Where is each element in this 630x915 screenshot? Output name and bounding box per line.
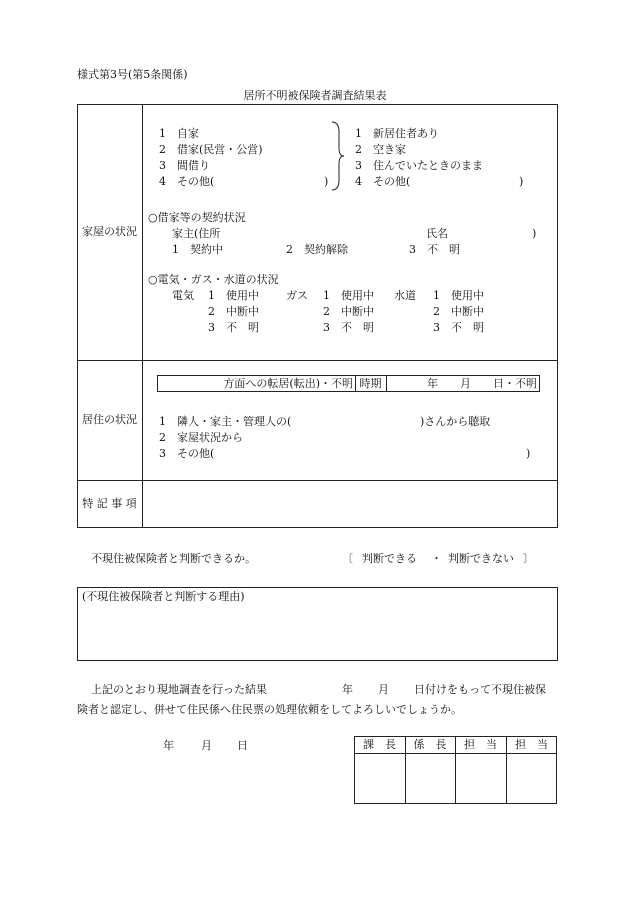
approval-stamp-cell[interactable] xyxy=(405,753,455,804)
occupancy-other-close: ) xyxy=(519,175,524,188)
date-month: 月 xyxy=(201,739,212,752)
reason-label: (不現住被保険者と判断する理由) xyxy=(82,590,245,603)
electric-option[interactable]: 3 不 明 xyxy=(208,321,259,334)
electric-label: 電気 xyxy=(172,289,194,302)
judgment-separator: ・ xyxy=(431,552,442,565)
landlord-close: ) xyxy=(532,227,537,240)
approval-header-section-chief: 課 長 xyxy=(363,737,396,751)
contract-heading: ○借家等の契約状況 xyxy=(148,211,246,224)
approval-stamp-cell[interactable] xyxy=(455,753,506,804)
house-type-option[interactable]: 1 自家 xyxy=(159,127,199,140)
house-status-label: 家屋の状況 xyxy=(82,225,137,239)
judgment-question: 不現住被保険者と判断できるか。 xyxy=(91,552,256,565)
approval-stamp-cell[interactable] xyxy=(354,753,405,804)
residence-option-suffix: )さんから聴取 xyxy=(420,415,491,428)
judgment-bracket-open: 〔 xyxy=(342,552,353,565)
statement-line1: 上記のとおり現地調査を行った結果 xyxy=(91,683,267,696)
contract-option[interactable]: 3 不 明 xyxy=(409,243,460,256)
statement-month: 月 xyxy=(378,683,389,696)
residence-option[interactable]: 1 隣人・家主・管理人の( xyxy=(159,415,292,428)
date-year: 年 xyxy=(163,739,174,752)
move-destination-field[interactable]: 方面への転居(転出)・不明 xyxy=(223,376,353,390)
notes-label: 特 記 事 項 xyxy=(82,497,137,511)
house-type-option[interactable]: 4 その他( xyxy=(159,175,215,188)
label-column-divider xyxy=(142,104,143,528)
house-type-option[interactable]: 3 間借り xyxy=(159,159,210,172)
landlord-address-label: 家主(住所 xyxy=(172,227,221,240)
landlord-name-label: 氏名 xyxy=(426,227,448,240)
occupancy-option[interactable]: 4 その他( xyxy=(355,175,411,188)
judgment-yes-option[interactable]: 判断できる xyxy=(362,552,417,565)
survey-table xyxy=(77,104,558,528)
contract-option[interactable]: 1 契約中 xyxy=(172,243,223,256)
approval-header-subsection-chief: 係 長 xyxy=(413,737,447,751)
approval-stamp-cell[interactable] xyxy=(506,753,557,804)
residence-status-label: 居住の状況 xyxy=(82,413,137,427)
gas-label: ガス xyxy=(286,289,308,302)
judgment-bracket-close: 〕 xyxy=(523,552,534,565)
water-option[interactable]: 2 中断中 xyxy=(433,305,484,318)
approval-header-staff: 担 当 xyxy=(464,737,497,751)
move-time-label: 時期 xyxy=(359,376,382,390)
residence-option[interactable]: 3 その他( xyxy=(159,447,215,460)
gas-option[interactable]: 2 中断中 xyxy=(323,305,374,318)
gas-option[interactable]: 1 使用中 xyxy=(323,289,374,302)
house-type-other-close: ) xyxy=(324,175,329,188)
electric-option[interactable]: 1 使用中 xyxy=(208,289,259,302)
statement-line1-end: 日付けをもって不現住被保 xyxy=(414,683,546,696)
move-date-field[interactable]: 年 月 日・不明 xyxy=(427,376,537,390)
occupancy-option[interactable]: 1 新居住者あり xyxy=(355,127,439,140)
statement-year: 年 xyxy=(342,683,353,696)
electric-option[interactable]: 2 中断中 xyxy=(208,305,259,318)
water-option[interactable]: 3 不 明 xyxy=(433,321,484,334)
occupancy-option[interactable]: 3 住んでいたときのまま xyxy=(355,159,483,172)
water-label: 水道 xyxy=(394,289,416,302)
row-divider-residence xyxy=(77,480,558,481)
water-option[interactable]: 1 使用中 xyxy=(433,289,484,302)
judgment-no-option[interactable]: 判断できない xyxy=(448,552,514,565)
gas-option[interactable]: 3 不 明 xyxy=(323,321,374,334)
residence-option[interactable]: 2 家屋状況から xyxy=(159,431,243,444)
occupancy-option[interactable]: 2 空き家 xyxy=(355,143,406,156)
statement-line2: 険者と認定し、併せて住民係へ住民票の処理依頼をしてよろしいでしょうか。 xyxy=(77,703,462,716)
house-type-option[interactable]: 2 借家(民営・公営) xyxy=(159,143,263,156)
brace-icon xyxy=(330,120,346,192)
residence-option-suffix: ) xyxy=(526,447,531,460)
page-title: 居所不明被保険者調査結果表 xyxy=(243,89,387,102)
utility-heading: ○電気・ガス・水道の状況 xyxy=(148,273,279,286)
approval-header-staff: 担 当 xyxy=(515,737,548,751)
date-day: 日 xyxy=(237,739,248,752)
contract-option[interactable]: 2 契約解除 xyxy=(286,243,348,256)
row-divider-house xyxy=(77,360,558,361)
form-number: 様式第3号(第5条関係) xyxy=(77,68,188,81)
